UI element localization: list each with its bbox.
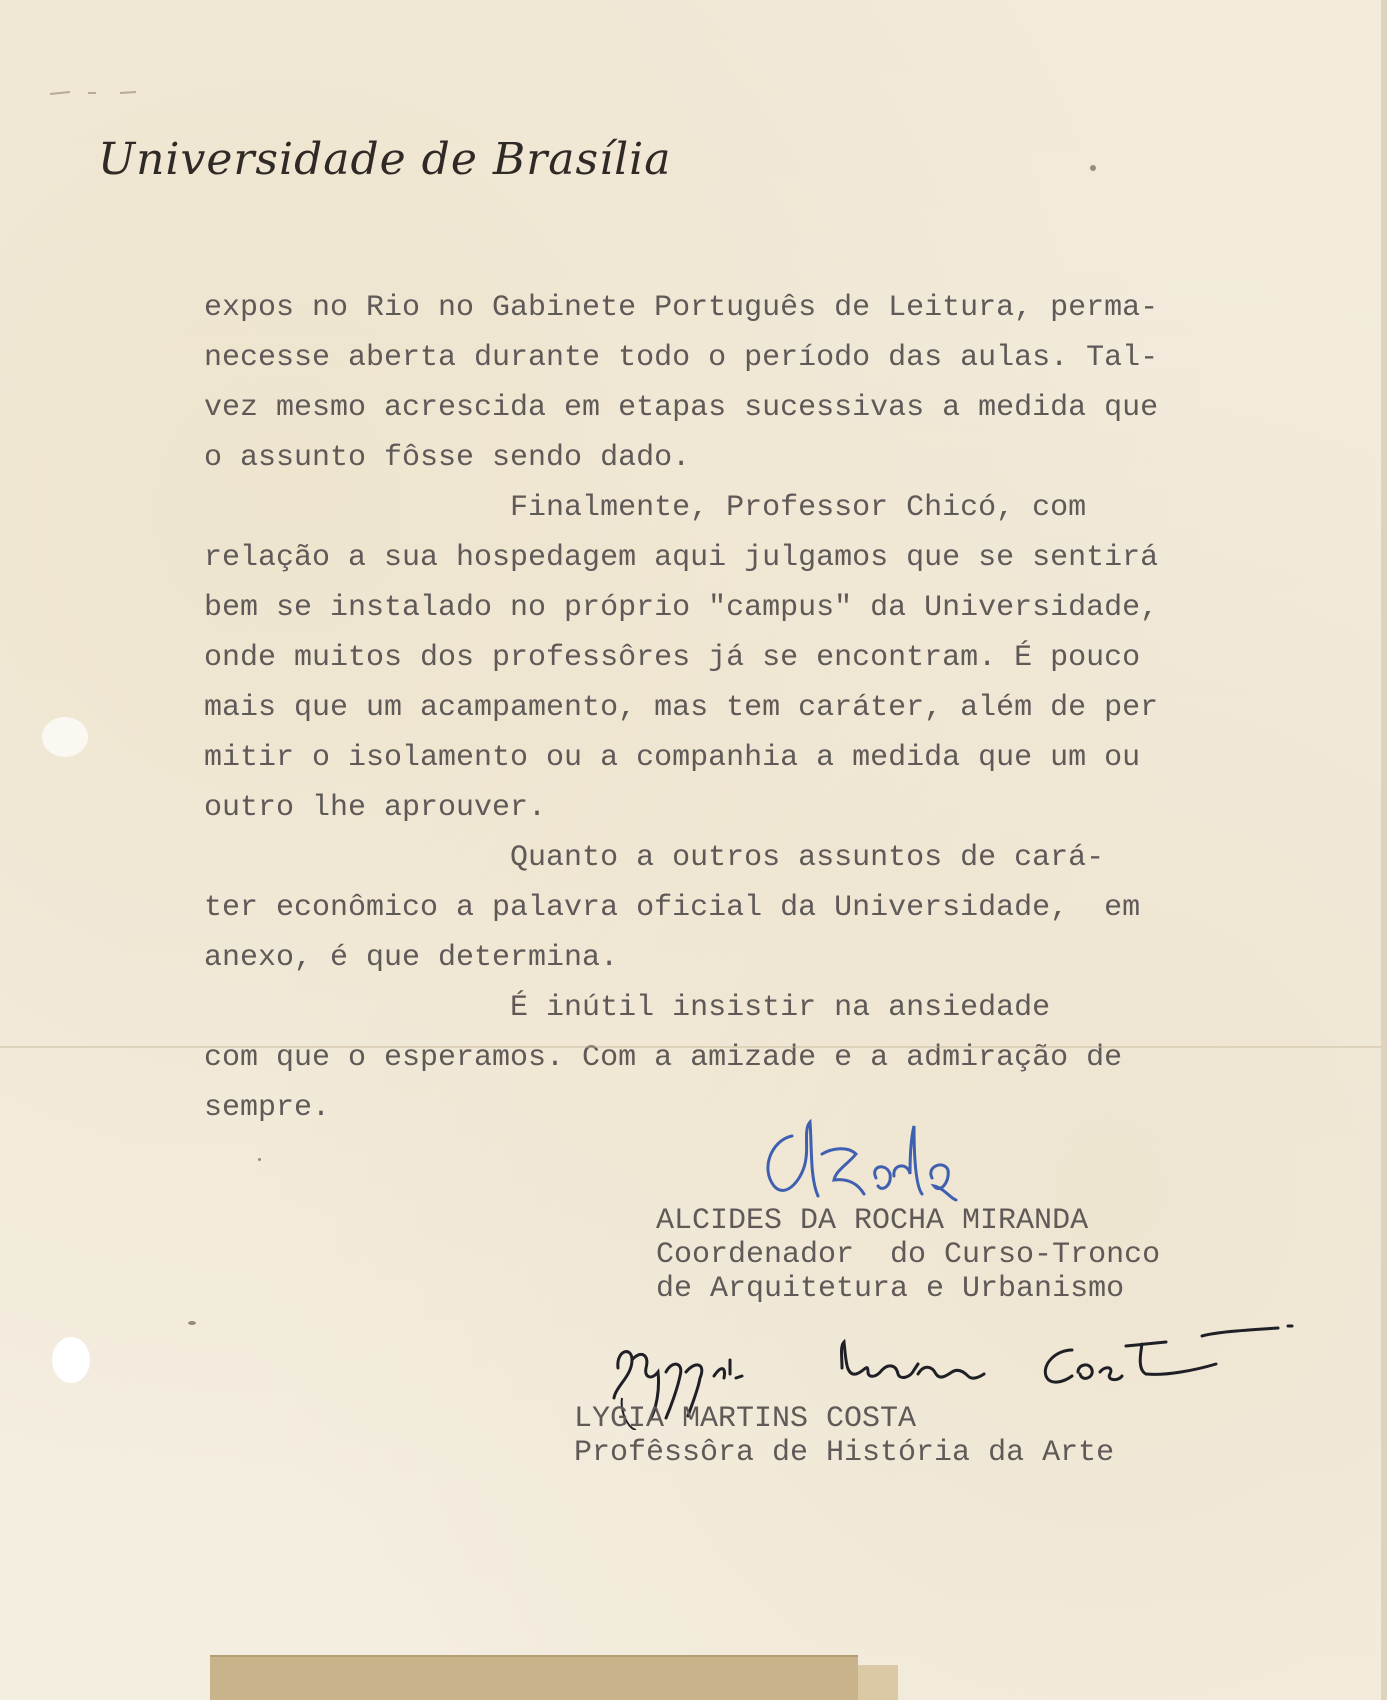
paper-speck	[258, 1158, 261, 1161]
signature-miranda-scrawl	[752, 1108, 982, 1208]
paper-speck	[188, 1321, 196, 1325]
punch-hole	[52, 1337, 90, 1383]
signatory-miranda-block: ALCIDES DA ROCHA MIRANDA Coordenador do Curso-Tronco de Arquitetura e Urbanismo	[656, 1204, 1161, 1306]
letterhead-title: Universidade de Brasília	[98, 134, 672, 185]
adhesive-tape-edge	[858, 1665, 898, 1700]
top-edge-marks	[48, 82, 148, 90]
paper-blemish	[42, 717, 88, 757]
paper-edge	[1381, 0, 1387, 1700]
scratch-marks	[48, 89, 148, 97]
signatory-costa-block: LYGIA MARTINS COSTA Profêssôra de História da Arte	[574, 1402, 1115, 1470]
adhesive-tape	[210, 1655, 858, 1700]
letter-body: expos no Rio no Gabinete Português de Leitura, perma- necesse aberta durante todo o período das aulas. Tal- vez mesmo acrescida em etapas sucessivas a medida que o assunto fôsse sendo dado. Finalmente, Professor Chicó, com relação a sua hospedagem aqui julgamos que se sentirá bem se instalado no próprio "campus" da Universidade, onde muitos dos professôres já se encontram. É pouco mais que um acampamento, mas tem caráter, além de per mitir o isolamento ou a companhia a medida que um ou outro lhe aprouver. Quanto a outros assuntos de cará- ter econômico a palavra oficial da Universidade, em anexo, é que determina. É inútil insistir na ansiedade com que o esperamos. Com a amizade e a admiração de sempre.	[204, 291, 1159, 1125]
signature-miranda	[752, 1108, 982, 1212]
paper-speck	[1090, 165, 1096, 171]
paper-fold-line	[0, 1046, 1387, 1048]
